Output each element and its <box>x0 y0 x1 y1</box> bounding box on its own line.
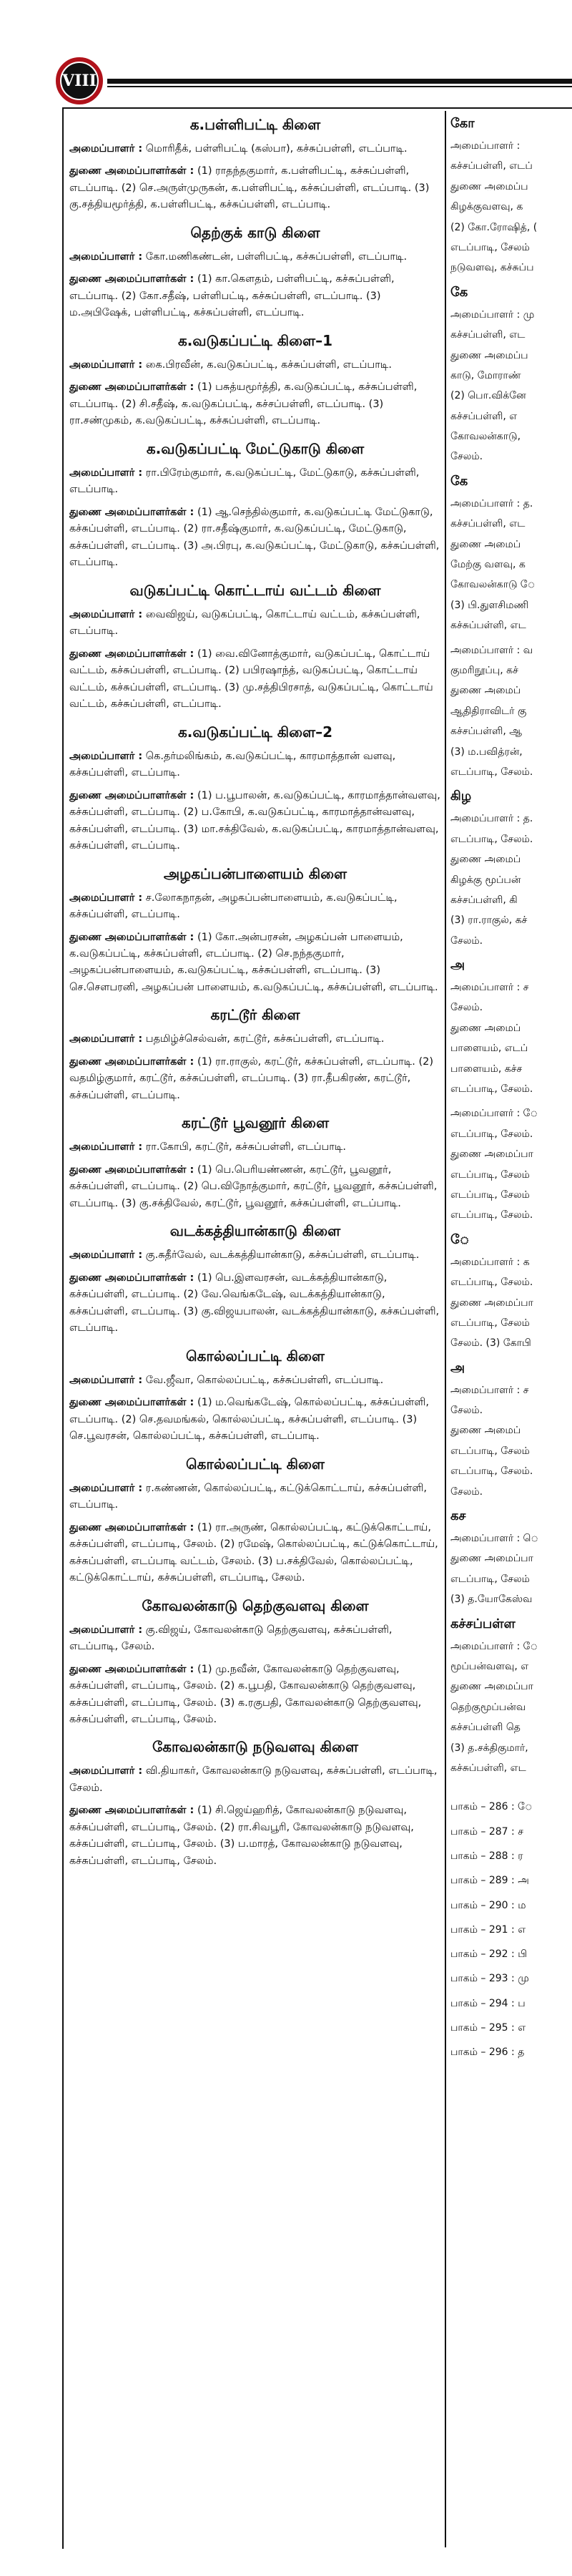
branch-section <box>69 116 441 214</box>
right-branch-list <box>450 116 572 1776</box>
right-branch-line: சேலம். <box>450 935 483 947</box>
organizer-value: வைவிஜய், வடுகப்பட்டி, கொட்டாய் வட்டம், கச்சுப்பள்ளி, எடப்பாடி. <box>69 608 420 638</box>
branch-section <box>69 1222 441 1337</box>
organizer-line <box>69 357 441 374</box>
deputies-value: (1) கோ.அன்பரசன், அழகப்பன் பாளையம், க.வடுகப்பட்டி, கச்சுப்பள்ளி, எடப்பாடி. (2) செ.நந்தகுமார், அழகப்பன்பாளையம், க.வடுகப்பட்டி, கச்சுப்பள்ளி, எடப்பாடி. (3) செ.சௌபரனி, அழகப்பன் பாளையம், க.வடுகப்பட்டி, கச்சுப்பள்ளி, எடப்பாடி. <box>69 931 438 993</box>
right-branch-line: கிழக்குவளவு, க <box>450 201 523 213</box>
right-branch-line: துணை அமைப்பா <box>450 1681 533 1693</box>
bhagam-row: பாகம் – 286 : ே <box>450 1801 533 1813</box>
branch-section <box>69 723 441 855</box>
bhagam-row: பாகம் – 288 : ர <box>450 1850 523 1862</box>
deputies-line <box>69 1520 441 1587</box>
deputies-label: துணை அமைப்பாளர்கள் : <box>69 1521 194 1533</box>
right-branch-line: எடப்பாடி, சேலம். <box>450 1083 533 1096</box>
organizer-line <box>69 890 441 924</box>
branch-title: கொல்லப்பட்டி கிளை <box>186 1347 325 1365</box>
deputies-label: துணை அமைப்பாளர்கள் : <box>69 1805 194 1817</box>
right-branch-line: துணை அமைப்பா <box>450 1553 533 1565</box>
organizer-line <box>69 1247 441 1264</box>
right-branch-line: அமைப்பாளர் : ே <box>450 1108 538 1120</box>
right-branch-line: எடப்பாடி, சேலம் <box>450 1169 530 1181</box>
branch-section <box>69 865 441 997</box>
right-branch-line: (3) ரா.ராகுல், கச் <box>450 914 528 927</box>
right-branch-line: எடப்பாடி, சேலம். <box>450 833 533 845</box>
organizer-value: ரா.பிரேம்குமார், க.வடுகப்பட்டி, மேட்டுகாடு, கச்சுப்பள்ளி, எடப்பாடி. <box>69 467 420 496</box>
organizer-label: அமைப்பாளர் : <box>69 1374 143 1386</box>
organizer-line <box>69 607 441 640</box>
deputies-label: துணை அமைப்பாளர்கள் : <box>69 273 194 286</box>
branch-section <box>69 1114 441 1212</box>
organizer-value: கெ.தர்மலிங்கம், க.வடுகப்பட்டி, காரமாத்தான் வளவு, கச்சுப்பள்ளி, எடப்பாடி. <box>69 750 396 779</box>
deputies-label: துணை அமைப்பாளர்கள் : <box>69 789 194 801</box>
right-branch-line: துணை அமைப் <box>450 685 521 697</box>
branch-section <box>69 332 441 430</box>
right-branch-line: தெற்குமூப்பன்வ <box>450 1701 526 1713</box>
right-branch-line: அமைப்பாளர் : <box>450 140 521 152</box>
branch-section <box>69 1455 441 1587</box>
right-branch-line: சேலம். <box>450 1002 483 1014</box>
right-branch-line: கச்சுப்பள்ளி, எட <box>450 620 526 632</box>
organizer-line <box>69 1372 441 1389</box>
branch-section <box>69 440 441 572</box>
deputies-line <box>69 1802 441 1870</box>
deputies-value: (1) ராதந்தகுமார், க.பள்ளிபட்டி, கச்சுப்பள்ளி, எடப்பாடி. (2) செ.அருள்முருகன், க.பள்ளிபட்டி, கச்சுப்பள்ளி, எடப்பாடி. (3) கு.சத்தியமூர்த்தி, க.பள்ளிபட்டி, கச்சுப்பள்ளி, எடப்பாடி. <box>69 165 430 211</box>
right-branch-title: கே <box>450 473 468 489</box>
right-branch-line: சேலம். (3) கோபி <box>450 1337 531 1350</box>
deputies-value: (1) சி.ஜெய்ஹரித், கோவலன்காடு நடுவளவு, கச்சுப்பள்ளி, எடப்பாடி, சேலம். (2) ரா.சிவபூரி, கோவலன்காடு நடுவளவு, கச்சுப்பள்ளி, எடப்பாடி, சேலம். (3) ப.மாரத், கோவலன்காடு நடுவளவு, கச்சுப்பள்ளி, எடப்பாடி, சேலம். <box>69 1805 414 1867</box>
branch-section <box>69 582 441 713</box>
organizer-label: அமைப்பாளர் : <box>69 358 143 371</box>
right-branch-title: கச <box>450 1508 466 1524</box>
right-branch-line: எடப்பாடி, சேலம். <box>450 766 533 778</box>
right-branch-line: (3) பி.துளசிமணி <box>450 599 529 611</box>
deputies-value: (1) மு.நவீன், கோவலன்காடு தெற்குவளவு, கச்சுப்பள்ளி, எடப்பாடி, சேலம். (2) க.பூபதி, கோவலன்காடு தெற்குவளவு, கச்சுப்பள்ளி, எடப்பாடி, சேலம். (3) க.ரகுபதி, கோவலன்காடு தெற்குவளவு, கச்சுப்பள்ளி, எடப்பாடி, சேலம். <box>69 1663 422 1725</box>
right-branch-line: துணை அமைப்ப <box>450 180 528 192</box>
deputies-value: (1) கா.கௌதம், பள்ளிபட்டி, கச்சுப்பள்ளி, எடப்பாடி. (2) கோ.சதீஷ், பள்ளிபட்டி, கச்சுப்பள்ளி, எடப்பாடி. (3) ம.அபிஷேக், பள்ளிபட்டி, கச்சுப்பள்ளி, எடப்பாடி. <box>69 273 395 319</box>
organizer-line <box>69 1031 441 1048</box>
right-branch-fragment <box>450 1232 572 1352</box>
deputies-value: (1) ஆ.செந்தில்குமார், க.வடுகப்பட்டி மேட்டுகாடு, கச்சுப்பள்ளி, எடப்பாடி. (2) ரா.சதீஷ்குமார், க.வடுகப்பட்டி, மேட்டுகாடு, கச்சுப்பள்ளி, எடப்பாடி. (3) அ.பிரபு, க.வடுகப்பட்டி, மேட்டுகாடு, கச்சுப்பள்ளி, எடப்பாடி. <box>69 506 440 569</box>
right-branch-line: துணை அமைப்பா <box>450 1297 533 1309</box>
branch-title: க.வடுகப்பட்டி கிளை–1 <box>177 331 332 349</box>
deputies-value: (1) ரா.ராகுல், கரட்டூர், கச்சுப்பள்ளி, எடப்பாடி. (2) வதமிழ்குமார், கரட்டூர், கச்சுப்பள்ளி, எடப்பாடி. (3) ரா.தீபகிரண், கரட்டூர், கச்சுப்பள்ளி, எடப்பாடி. <box>69 1055 433 1101</box>
organizer-value: மொரிதீக், பள்ளிபட்டி (கஸ்பா), கச்சுப்பள்ளி, எடப்பாடி. <box>145 143 408 155</box>
right-branch-line: எடப்பாடி, சேலம் <box>450 1317 530 1329</box>
organizer-line <box>69 1622 441 1656</box>
right-branch-line: அமைப்பாளர் : ே <box>450 1640 538 1652</box>
right-branch-line: சேலம். <box>450 451 483 463</box>
organizer-value: ச.லோகநாதன், அழகப்பன்பாளையம், க.வடுகப்பட்டி, கச்சுப்பள்ளி, எடப்பாடி. <box>69 892 398 921</box>
deputies-label: துணை அமைப்பாளர்கள் : <box>69 381 194 394</box>
right-branch-fragment <box>450 1106 572 1223</box>
deputies-label: துணை அமைப்பாளர்கள் : <box>69 1397 194 1409</box>
deputies-value: (1) பெ.இளவரசன், வடக்கத்தியான்காடு, கச்சுப்பள்ளி, எடப்பாடி. (2) வே.வெங்கடேஷ், வடக்கத்தியான்காடு, கச்சுப்பள்ளி, எடப்பாடி. (3) கு.விஜயபாலன், வடக்கத்தியான்காடு, கச்சுப்பள்ளி, எடப்பாடி. <box>69 1272 440 1335</box>
right-branch-line: துணை அமைப் <box>450 1425 521 1437</box>
right-branch-fragment <box>450 116 572 276</box>
branch-title: அழகப்பன்பாளையம் கிளை <box>163 864 347 882</box>
right-branch-line: அமைப்பாளர் : வ <box>450 644 533 656</box>
deputies-label: துணை அமைப்பாளர்கள் : <box>69 1663 194 1675</box>
bhagam-row: பாகம் – 287 : ச <box>450 1825 523 1838</box>
right-branch-fragment <box>450 957 572 1097</box>
bhagam-row: பாகம் – 289 : அ <box>450 1875 529 1887</box>
right-branch-line: அமைப்பாளர் : த. <box>450 813 533 825</box>
right-branch-line: காடு, மோராண் <box>450 369 521 381</box>
organizer-label: அமைப்பாளர் : <box>69 1482 143 1494</box>
organizer-label: அமைப்பாளர் : <box>69 1141 143 1153</box>
right-branch-line: (3) த.சக்திகுமார், <box>450 1742 528 1754</box>
right-branch-title: கச்சப்பள்ள <box>450 1616 516 1631</box>
organizer-label: அமைப்பாளர் : <box>69 608 143 620</box>
organizer-label: அமைப்பாளர் : <box>69 143 143 155</box>
right-branch-line: அமைப்பாளர் : த. <box>450 497 533 509</box>
deputies-line <box>69 1054 441 1104</box>
right-branch-line: துணை அமைப்பா <box>450 1148 533 1161</box>
deputies-value: (1) ம.வெங்கடேஷ், கொல்லப்பட்டி, கச்சுப்பள்ளி, எடப்பாடி. (2) செ.தவமங்கல், கொல்லப்பட்டி, கச்சுப்பள்ளி, எடப்பாடி. (3) செ.பூவரசன், கொல்லப்பட்டி, கச்சுப்பள்ளி, எடப்பாடி. <box>69 1397 429 1443</box>
deputies-line <box>69 271 441 321</box>
right-branch-line: பாளையம், கச்ச <box>450 1063 523 1075</box>
branch-title: வடுகப்பட்டி கொட்டாய் வட்டம் கிளை <box>129 581 381 599</box>
deputies-label: துணை அமைப்பாளர்கள் : <box>69 506 194 518</box>
branch-title: வடக்கத்தியான்காடு கிளை <box>169 1222 341 1240</box>
deputies-label: துணை அமைப்பாளர்கள் : <box>69 1055 194 1068</box>
right-branch-line: துணை அமைப்ப <box>450 349 528 361</box>
right-branch-line: அமைப்பாளர் : க <box>450 1256 530 1268</box>
right-branch-line: எடப்பாடி, சேலம். <box>450 1128 533 1140</box>
bhagam-row: பாகம் – 293 : மு <box>450 1973 529 1985</box>
deputies-line <box>69 1162 441 1212</box>
right-branch-fragment <box>450 1616 572 1777</box>
deputies-line <box>69 1395 441 1445</box>
right-branch-line: துணை அமைப் <box>450 1022 521 1034</box>
deputies-line <box>69 930 441 997</box>
right-branch-fragment <box>450 789 572 949</box>
branch-section <box>69 224 441 322</box>
branch-section <box>69 1006 441 1104</box>
organizer-value: பதமிழ்ச்செல்வன், கரட்டூர், கச்சுப்பள்ளி, எடப்பாடி. <box>145 1033 385 1045</box>
right-branch-line: (2) கோ.ரோஷித், ( <box>450 221 538 233</box>
organizer-value: கு.விஜய், கோவலன்காடு தெற்குவளவு, கச்சுப்பள்ளி, எடப்பாடி, சேலம். <box>69 1624 393 1653</box>
branch-title: தெற்குக் காடு கிளை <box>190 223 320 241</box>
left-column <box>69 113 441 2539</box>
deputies-line <box>69 1270 441 1337</box>
right-branch-line: எடப்பாடி, சேலம் <box>450 1189 530 1201</box>
right-branch-line: கச்சுப்பள்ளி, எட <box>450 1762 526 1774</box>
right-branch-line: அமைப்பாளர் : ச <box>450 1384 529 1396</box>
right-branch-line: துணை அமைப் <box>450 538 521 550</box>
right-branch-title: அ <box>450 957 465 973</box>
right-branch-line: அமைப்பாளர் : ெ <box>450 1533 539 1545</box>
right-branch-fragment <box>450 643 572 781</box>
right-branch-line: அமைப்பாளர் : ச <box>450 982 529 994</box>
organizer-line <box>69 748 441 782</box>
deputies-value: (1) பெ.பெரியண்ணன், கரட்டூர், பூவனூர், கச்சுப்பள்ளி, எடப்பாடி. (2) பெ.விநோத்குமார், கரட்டூர், பூவனூர், கச்சுப்பள்ளி, எடப்பாடி. (3) கு.சக்திவேல், கரட்டூர், பூவனூர், கச்சுப்பள்ளி, எடப்பாடி. <box>69 1163 438 1209</box>
organizer-value: கு.சுதீர்வேல், வடக்கத்தியான்காடு, கச்சுப்பள்ளி, எடப்பாடி. <box>145 1249 420 1262</box>
branch-title: கொல்லப்பட்டி கிளை <box>186 1455 325 1473</box>
organizer-label: அமைப்பாளர் : <box>69 1624 143 1636</box>
bhagam-row: பாகம் – 296 : த <box>450 2046 525 2059</box>
header-rule <box>107 79 572 84</box>
branch-section <box>69 1597 441 1729</box>
right-branch-line: பாளையம், எடப் <box>450 1043 528 1055</box>
right-branch-line: ஆதிதிராவிடர் கு <box>450 705 527 717</box>
right-branch-line: துணை அமைப் <box>450 854 521 866</box>
organizer-label: அமைப்பாளர் : <box>69 467 143 479</box>
right-branch-line: சேலம். <box>450 1485 483 1498</box>
right-branch-line: கச்சப்பள்ளி, எட <box>450 329 526 341</box>
deputies-line <box>69 788 441 855</box>
deputies-line <box>69 379 441 429</box>
deputies-value: (1) ரா.அருண், கொல்லப்பட்டி, கட்டுக்கொட்டாய், கச்சுப்பள்ளி, எடப்பாடி, சேலம். (2) ரமேஷ், கொல்லப்பட்டி, கட்டுக்கொட்டாய், கச்சுப்பள்ளி, எடப்பாடி வட்டம், சேலம். (3) ப.சக்திவேல், கொல்லப்பட்டி, கட்டுக்கொட்டாய், கச்சுப்பள்ளி, எடப்பாடி, சேலம். <box>69 1521 438 1584</box>
deputies-label: துணை அமைப்பாளர்கள் : <box>69 1272 194 1284</box>
deputies-label: துணை அமைப்பாளர்கள் : <box>69 931 194 943</box>
right-branch-line: எடப்பாடி, சேலம். <box>450 1277 533 1289</box>
right-branch-title: கோ <box>450 116 475 131</box>
page-number: VIII <box>61 63 97 99</box>
bhagam-row: பாகம் – 295 : எ <box>450 2022 526 2034</box>
deputies-label: துணை அமைப்பாளர்கள் : <box>69 648 194 660</box>
header-rule-thin <box>107 86 572 87</box>
organizer-line <box>69 465 441 499</box>
branch-section <box>69 1738 441 1870</box>
right-branch-line: அமைப்பாளர் : மு <box>450 308 535 321</box>
deputies-label: துணை அமைப்பாளர்கள் : <box>69 165 194 177</box>
branch-title: கரட்டூர் கிளை <box>210 1006 300 1024</box>
deputies-line <box>69 163 441 213</box>
right-branch-fragment <box>450 474 572 634</box>
bhagam-row: பாகம் – 291 : எ <box>450 1923 526 1936</box>
right-branch-line: சேலம். <box>450 1405 483 1417</box>
right-branch-line: கச்சப்பள்ளி, எ <box>450 410 518 422</box>
right-branch-line: மூப்பன்வளவு, எ <box>450 1661 529 1672</box>
right-branch-line: எடப்பாடி, சேலம். <box>450 1465 533 1478</box>
right-branch-fragment <box>450 1360 572 1500</box>
right-branch-line: எடப்பாடி, சேலம் <box>450 1573 530 1585</box>
deputies-label: துணை அமைப்பாளர்கள் : <box>69 1163 194 1176</box>
right-branch-line: (2) பொ.விக்னே <box>450 390 526 402</box>
branch-section <box>69 1347 441 1445</box>
organizer-value: கை.பிரவீன், க.வடுகப்பட்டி, கச்சுப்பள்ளி, எடப்பாடி. <box>145 358 392 371</box>
right-branch-title: அ <box>450 1360 465 1375</box>
page-number-badge <box>56 57 103 104</box>
deputies-line <box>69 646 441 713</box>
right-branch-line: கோவலன்காடு ே <box>450 579 536 591</box>
organizer-label: அமைப்பாளர் : <box>69 1765 143 1777</box>
branch-title: க.வடுகப்பட்டி கிளை–2 <box>177 723 332 741</box>
right-branch-line: நடுவளவு, கச்சுப்ப <box>450 262 534 274</box>
branch-title: க.வடுகப்பட்டி மேட்டுகாடு கிளை <box>146 439 365 457</box>
organizer-label: அமைப்பாளர் : <box>69 750 143 762</box>
right-branch-line: கிழக்கு மூப்பன் <box>450 874 521 886</box>
column-divider <box>445 111 446 2547</box>
right-branch-fragment <box>450 1508 572 1608</box>
right-branch-line: மேற்கு வளவு, க <box>450 559 526 571</box>
organizer-value: கோ.மணிகண்டன், பள்ளிபட்டி, கச்சுப்பள்ளி, எடப்பாடி. <box>145 250 408 263</box>
right-branch-line: எடப்பாடி, சேலம். <box>450 1209 533 1221</box>
right-branch-line: கச்சப்பள்ளி, ஆ <box>450 726 523 738</box>
deputies-line <box>69 1662 441 1729</box>
organizer-value: வி.தியாகர், கோவலன்காடு நடுவளவு, கச்சுப்பள்ளி, எடப்பாடி, சேலம். <box>69 1765 438 1794</box>
bhagam-list <box>450 1795 572 2064</box>
right-branch-line: கச்சப்பள்ளி, கி <box>450 894 518 906</box>
organizer-value: ரா.கோபி, கரட்டூர், கச்சுப்பள்ளி, எடப்பாடி. <box>145 1141 346 1153</box>
right-branch-line: (3) ம.பவித்ரன், <box>450 746 523 758</box>
deputies-value: (1) ப.பூபாலன், க.வடுகப்பட்டி, காரமாத்தான்வளவு, கச்சுப்பள்ளி, எடப்பாடி. (2) ப.கோபி, க.வடுகப்பட்டி, காரமாத்தான்வளவு, கச்சுப்பள்ளி, எடப்பாடி. (3) மா.சக்திவேல், க.வடுகப்பட்டி, காரமாத்தான்வளவு, கச்சுப்பள்ளி, எடப்பாடி. <box>69 789 440 852</box>
right-branch-fragment <box>450 285 572 465</box>
organizer-line <box>69 141 441 157</box>
branch-title: கோவலன்காடு தெற்குவளவு கிளை <box>142 1596 369 1614</box>
branch-title: க.பள்ளிபட்டி கிளை <box>189 116 321 133</box>
right-branch-title: கே <box>450 284 468 300</box>
right-branch-line: குமரிநூப்பு, கச் <box>450 664 518 676</box>
organizer-line <box>69 1139 441 1156</box>
right-column <box>450 114 572 2540</box>
right-branch-line: கோவலன்காடு, <box>450 431 521 443</box>
organizer-label: அமைப்பாளர் : <box>69 892 143 904</box>
right-branch-line: கச்சப்பள்ளி, எடப் <box>450 160 533 172</box>
right-branch-line: கச்சப்பள்ளி, எட <box>450 518 526 530</box>
bhagam-row: பாகம் – 290 : ம <box>450 1899 526 1911</box>
right-branch-line: எடப்பாடி, சேலம் <box>450 1445 530 1457</box>
bhagam-row: பாகம் – 294 : ப <box>450 1997 526 2009</box>
deputies-value: (1) வை.வினோத்குமார், வடுகப்பட்டி, கொட்டாய் வட்டம், கச்சுப்பள்ளி, எடப்பாடி. (2) பபிரஷாந்த், வடுகப்பட்டி, கொட்டாய் வட்டம், கச்சுப்பள்ளி, எடப்பாடி. (3) மு.சத்திபிரசாத், வடுகப்பட்டி, கொட்டாய் வட்டம், கச்சுப்பள்ளி, எடப்பாடி. <box>69 648 433 711</box>
organizer-label: அமைப்பாளர் : <box>69 1033 143 1045</box>
organizer-label: அமைப்பாளர் : <box>69 1249 143 1262</box>
branch-title: கரட்டூர் பூவனூர் கிளை <box>181 1114 330 1132</box>
right-branch-title: ே <box>450 1231 470 1247</box>
deputies-line <box>69 504 441 572</box>
organizer-value: ர.கண்ணன், கொல்லப்பட்டி, கட்டுக்கொட்டாய், கச்சுப்பள்ளி, எடப்பாடி. <box>69 1482 427 1511</box>
organizer-line <box>69 249 441 265</box>
branch-title: கோவலன்காடு நடுவளவு கிளை <box>152 1738 358 1756</box>
right-branch-line: கச்சப்பள்ளி தெ <box>450 1722 521 1734</box>
organizer-value: வே.ஜீவா, கொல்லப்பட்டி, கச்சுப்பள்ளி, எடப்பாடி. <box>145 1374 384 1386</box>
right-branch-line: எடப்பாடி, சேலம் <box>450 241 530 253</box>
right-branch-line: (3) த.யோகேஸ்வ <box>450 1594 533 1606</box>
organizer-label: அமைப்பாளர் : <box>69 250 143 263</box>
page-header <box>0 0 572 107</box>
organizer-line <box>69 1763 441 1797</box>
organizer-line <box>69 1480 441 1514</box>
right-branch-title: கிழ <box>450 789 472 804</box>
deputies-value: (1) பசுத்யமூர்த்தி, க.வடுகப்பட்டி, கச்சுப்பள்ளி, எடப்பாடி. (2) சி.சதீஷ், க.வடுகப்பட்டி, கச்சப்பள்ளி, எடப்பாடி. (3) ரா.சண்முகம், க.வடுகப்பட்டி, கச்சுப்பள்ளி, எடப்பாடி. <box>69 381 418 427</box>
bhagam-row: பாகம் – 292 : பி <box>450 1948 527 1961</box>
